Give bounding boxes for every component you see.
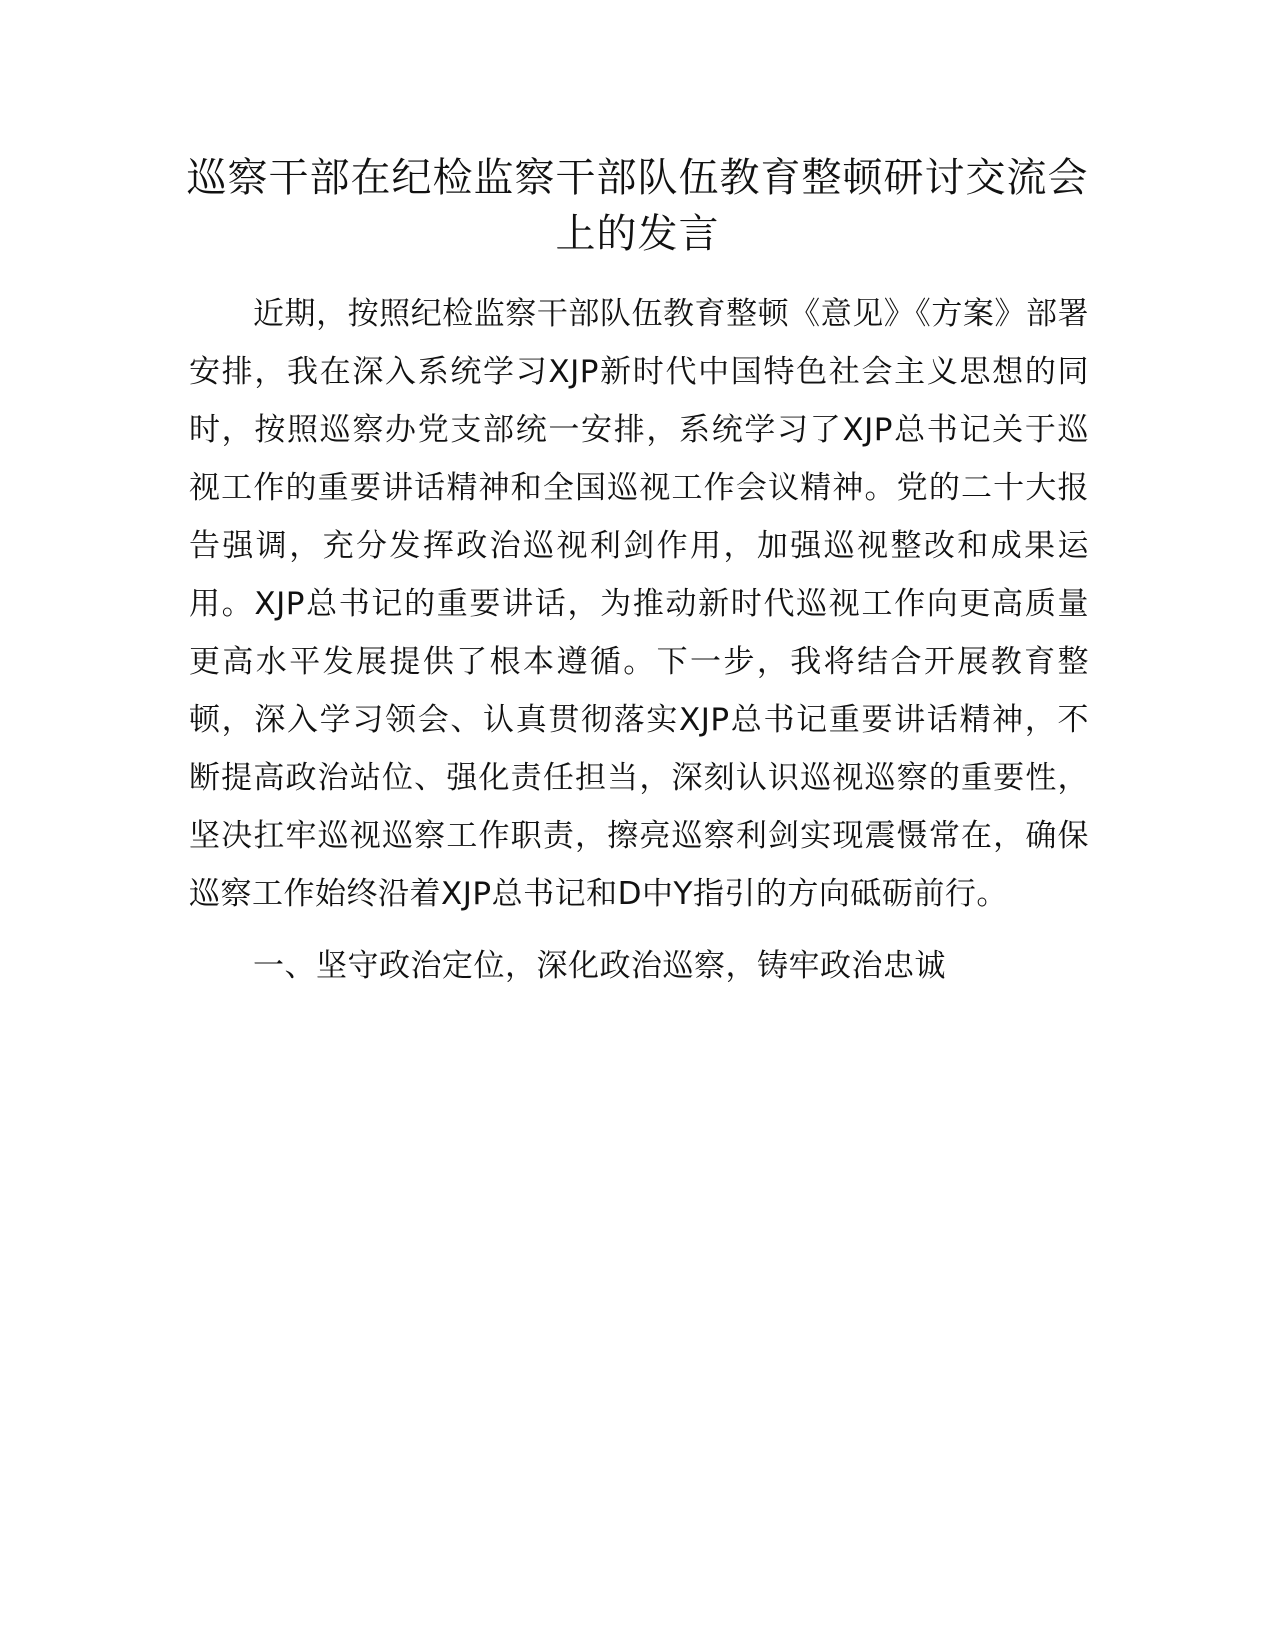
- section-heading: 一、坚守政治定位，深化政治巡察，铸牢政治忠诚: [253, 948, 946, 984]
- body-paragraph: 近期，按照纪检监察干部队伍教育整顿《意见》《方案》部署安排，我在深入系统学习XJP新时代中国特色社会主义思想的同时，按照巡察办党支部统一安排，系统学习了XJP总书记关于巡视工作的重要讲话精神和全国巡视工作会议精神。党的二十大报告强调，充分发挥政治巡视利剑作用，加强巡视整改和成果运用。XJP总书记的重要讲话，为推动新时代巡视工作向更高质量更高水平发展提供了根本遵循。下一步，我将结合开展教育整顿，深入学习领会、认真贯彻落实XJP总书记重要讲话精神，不断提高政治站位、强化责任担当，深刻认识巡视巡察的重要性，坚决扛牢巡视巡察工作职责，擦亮巡察利剑实现震慑常在，确保巡察工作始终沿着XJP总书记和D中Y指引的方向砥砺前行。: [189, 296, 1089, 912]
- document-title: 巡察干部在纪检监察干部队伍教育整顿研讨交流会上的发言: [186, 155, 1089, 257]
- document-body: [189, 285, 1089, 995]
